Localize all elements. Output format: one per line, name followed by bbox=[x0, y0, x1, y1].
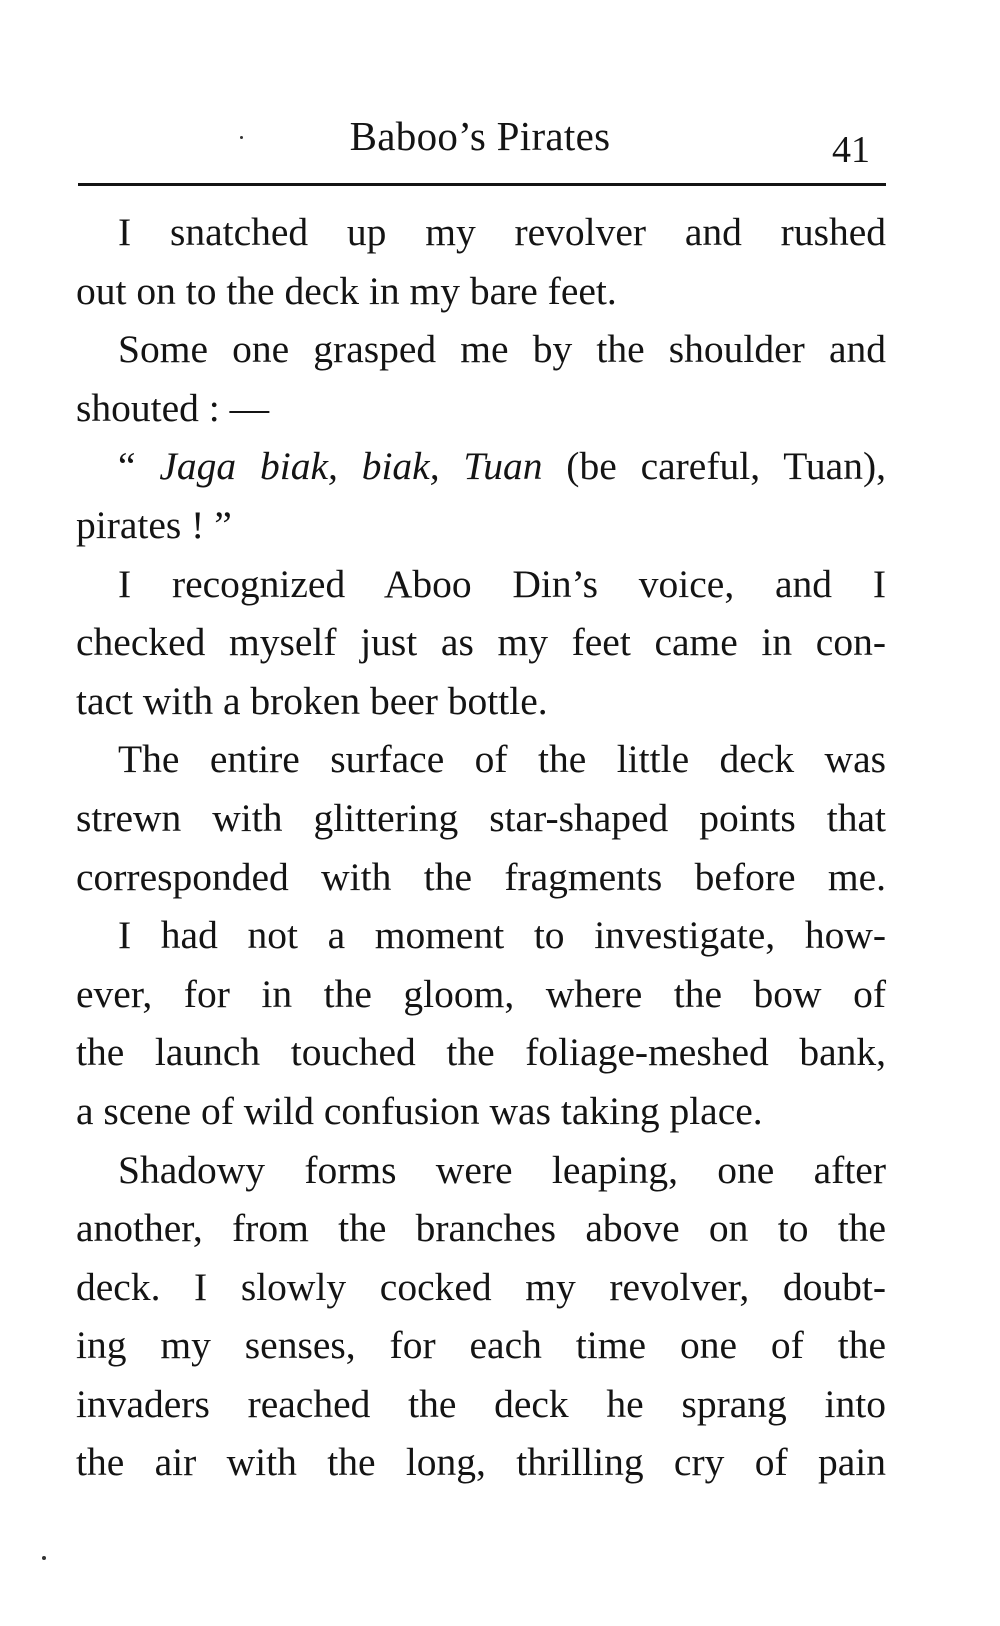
open-quote: “ bbox=[118, 444, 160, 489]
running-title: Baboo’s Pirates bbox=[349, 113, 611, 159]
text-line: a scene of wild confusion was taking place. bbox=[76, 1088, 763, 1133]
malay-phrase: Jaga biak, biak, Tuan bbox=[159, 444, 543, 489]
scan-speck bbox=[42, 1556, 46, 1560]
text-line: ing my senses, for each time one of the bbox=[76, 1323, 886, 1368]
text-line: the launch touched the foliage-meshed bank, bbox=[76, 1030, 886, 1075]
text-line: Some one grasped me by the shoulder and bbox=[118, 327, 886, 372]
text-line: I had not a moment to investigate, how- bbox=[118, 913, 886, 958]
text-line: checked myself just as my feet came in con- bbox=[76, 620, 886, 665]
header-rule bbox=[78, 183, 886, 186]
text-line: I snatched up my revolver and rushed bbox=[118, 210, 886, 254]
text-line: the air with the long, thrilling cry of pain bbox=[76, 1440, 886, 1485]
text-line: shouted : — bbox=[76, 385, 270, 430]
text-line: invaders reached the deck he sprang into bbox=[76, 1381, 886, 1426]
page-number: 41 bbox=[832, 129, 870, 171]
text-line: I recognized Aboo Din’s voice, and I bbox=[118, 561, 886, 606]
text-line: tact with a broken beer bottle. bbox=[76, 678, 548, 723]
text-line: ever, for in the gloom, where the bow of bbox=[76, 971, 886, 1016]
text-line bbox=[76, 437, 886, 496]
translation: (be careful, Tuan), bbox=[542, 444, 886, 489]
text-line: out on to the deck in my bare feet. bbox=[76, 268, 617, 313]
text-line: The entire surface of the little deck was bbox=[118, 737, 886, 782]
body-text bbox=[76, 203, 886, 1492]
text-line: Shadowy forms were leaping, one after bbox=[118, 1147, 886, 1192]
text-line: deck. I slowly cocked my revolver, doubt- bbox=[76, 1264, 886, 1309]
text-line: strewn with glittering star-shaped points that bbox=[76, 795, 886, 840]
text-line: pirates ! ” bbox=[76, 502, 232, 547]
scan-speck bbox=[240, 136, 243, 139]
text-line: corresponded with the fragments before me. bbox=[76, 854, 886, 899]
text-line: another, from the branches above on to the bbox=[76, 1206, 886, 1251]
